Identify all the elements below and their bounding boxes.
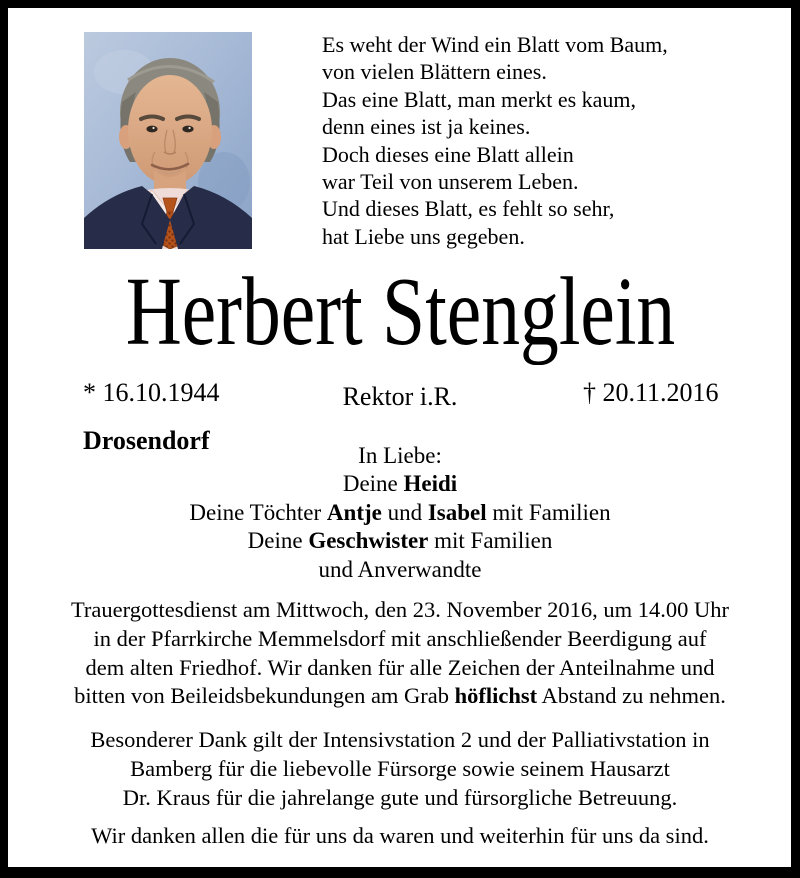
poem-line: denn eines ist ja keines. xyxy=(322,114,531,140)
gratitude-paragraph xyxy=(0,726,800,812)
poem-line: Das eine Blatt, man merkt es kaum, xyxy=(322,86,637,112)
closing-line: Wir danken allen die für uns da waren und weiterhin für uns da sind. xyxy=(91,823,709,848)
poem-line: von vielen Blättern eines. xyxy=(322,59,547,85)
death-date: † 20.11.2016 xyxy=(583,378,719,407)
portrait-photo-image xyxy=(84,32,252,249)
family-name: Geschwister xyxy=(308,528,429,554)
gratitude-line: Besonderer Dank gilt der Intensivstation 2 und der Palliativstation in xyxy=(90,727,710,752)
service-line: in der Pfarrkirche Memmelsdorf mit anschließender Beerdigung auf xyxy=(93,625,707,651)
poem-line: hat Liebe uns gegeben. xyxy=(322,223,525,249)
residence-place: Drosendorf xyxy=(83,426,210,455)
family-text: Deine Töchter xyxy=(189,499,327,525)
service-emphasis: höflichst xyxy=(454,683,538,709)
poem-line: Es weht der Wind ein Blatt vom Baum, xyxy=(322,32,668,57)
poem-line: war Teil von unserem Leben. xyxy=(322,169,579,195)
service-line xyxy=(0,682,800,711)
family-text: mit Familien xyxy=(486,499,611,525)
service-line: dem alten Friedhof. Wir danken für alle Zeichen der Anteilnahme und xyxy=(85,654,715,680)
memorial-poem xyxy=(322,31,668,250)
family-text: Deine xyxy=(342,471,404,497)
family-line xyxy=(0,527,800,555)
profession-title: Rektor i.R. xyxy=(342,382,458,411)
deceased-name-heading xyxy=(0,258,800,365)
family-intro: In Liebe: xyxy=(358,443,442,468)
poem-line: Und dieses Blatt, es fehlt so sehr, xyxy=(322,196,615,222)
family-name: Heidi xyxy=(403,471,458,497)
family-text: und xyxy=(381,499,428,525)
portrait-photo xyxy=(84,32,252,249)
funeral-service-paragraph xyxy=(0,596,800,711)
family-name: Antje xyxy=(326,499,382,525)
birth-date: * 16.10.1944 xyxy=(83,378,220,407)
family-block xyxy=(0,442,800,584)
gratitude-line: Dr. Kraus für die jahrelange gute und fürsorgliche Betreuung. xyxy=(122,784,678,810)
poem-line: Doch dieses eine Blatt allein xyxy=(322,141,574,167)
family-text: mit Familien xyxy=(428,528,553,554)
service-text: bitten von Beileidsbekundungen am Grab xyxy=(74,683,455,709)
gratitude-line: Bamberg für die liebevolle Fürsorge sowie seinem Hausarzt xyxy=(130,755,670,781)
family-line: und Anverwandte xyxy=(318,556,482,582)
family-line xyxy=(0,499,800,527)
family-text: Deine xyxy=(247,528,309,554)
family-name: Isabel xyxy=(427,499,487,525)
service-text: Abstand zu nehmen. xyxy=(537,683,726,709)
service-line: Trauergottesdienst am Mittwoch, den 23. November 2016, um 14.00 Uhr xyxy=(70,597,730,622)
family-line xyxy=(0,470,800,498)
deceased-name: Herbert Stenglein xyxy=(125,258,675,365)
